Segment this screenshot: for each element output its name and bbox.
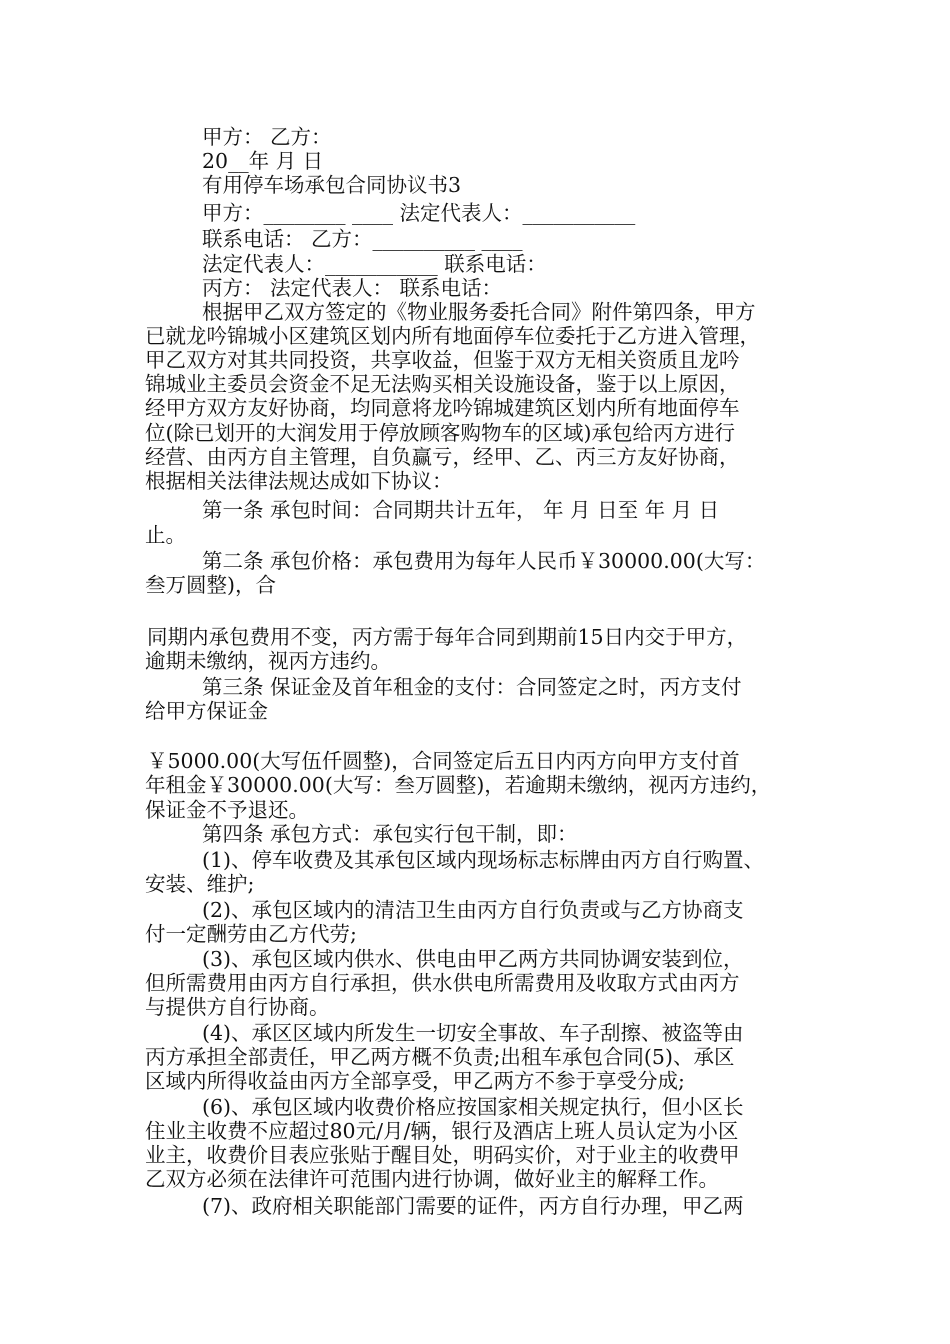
text-line: (1)、停车收费及其承包区域内现场标志标牌由丙方自行购置、 bbox=[202, 848, 765, 872]
text-line: (2)、承包区域内的清洁卫生由丙方自行负责或与乙方协商支 bbox=[202, 898, 744, 922]
text-line: 第四条 承包方式：承包实行包干制，即： bbox=[202, 822, 578, 846]
text-line: (3)、承包区域内供水、供电由甲乙两方共同协调安装到位， bbox=[202, 947, 744, 971]
text-line: 逾期未缴纳，视丙方违约。 bbox=[145, 649, 391, 673]
text-line: 付一定酬劳由乙方代劳; bbox=[145, 922, 357, 946]
text-line: 经营、由丙方自主管理，自负赢亏，经甲、乙、丙三方友好协商， bbox=[145, 445, 740, 469]
text-line: 经甲方双方友好协商，均同意将龙吟锦城建筑区划内所有地面停车 bbox=[145, 396, 740, 420]
text-line: 根据相关法律法规达成如下协议： bbox=[145, 469, 453, 493]
text-line: 法定代表人：___________ 联系电话： bbox=[202, 252, 547, 276]
text-line: 丙方承担全部责任，甲乙两方概不负责;出租车承包合同(5)、承区 bbox=[145, 1045, 735, 1069]
text-line: 20__年 月 日 bbox=[202, 149, 324, 173]
text-line: 同期内承包费用不变，丙方需于每年合同到期前15日内交于甲方， bbox=[147, 625, 748, 649]
text-line: 叁万圆整)，合 bbox=[145, 573, 276, 597]
text-line: 止。 bbox=[145, 523, 186, 547]
text-line: (7)、政府相关职能部门需要的证件，丙方自行办理，甲乙两 bbox=[202, 1194, 744, 1218]
text-line: 业主，收费价目表应张贴于醒目处，明码实价，对于业主的收费甲 bbox=[145, 1143, 740, 1167]
text-line: 根据甲乙双方签定的《物业服务委托合同》附件第四条，甲方 bbox=[202, 300, 756, 324]
text-line: 第三条 保证金及首年租金的支付：合同签定之时，丙方支付 bbox=[202, 675, 742, 699]
text-line: (6)、承包区域内收费价格应按国家相关规定执行，但小区长 bbox=[202, 1095, 744, 1119]
text-line: 但所需费用由丙方自行承担，供水供电所需费用及收取方式由丙方 bbox=[145, 971, 740, 995]
text-line: 锦城业主委员会资金不足无法购买相关设施设备，鉴于以上原因， bbox=[145, 372, 740, 396]
text-line: 位(除已划开的大润发用于停放顾客购物车的区域)承包给丙方进行 bbox=[145, 421, 735, 445]
text-line: 年租金￥30000.00(大写：叁万圆整)，若逾期未缴纳，视丙方违约， bbox=[145, 773, 772, 797]
text-line: 丙方： 法定代表人： 联系电话： bbox=[202, 276, 503, 300]
text-line: 保证金不予退还。 bbox=[145, 798, 309, 822]
text-line: 联系电话： 乙方：__________ ____ bbox=[202, 227, 523, 251]
text-line: 第二条 承包价格：承包费用为每年人民币￥30000.00(大写： bbox=[202, 549, 766, 573]
text-line: 住业主收费不应超过80元/月/辆，银行及酒店上班人员认定为小区 bbox=[145, 1119, 739, 1143]
text-line: 给甲方保证金 bbox=[145, 699, 268, 723]
text-line: 第一条 承包时间：合同期共计五年， 年 月 日至 年 月 日 bbox=[202, 498, 720, 522]
text-line: ￥5000.00(大写伍仟圆整)，合同签定后五日内丙方向甲方支付首 bbox=[147, 749, 740, 773]
text-line: 与提供方自行协商。 bbox=[145, 995, 330, 1019]
text-line: 已就龙吟锦城小区建筑区划内所有地面停车位委托于乙方进入管理， bbox=[145, 324, 760, 348]
text-line: (4)、承区区域内所发生一切安全事故、车子刮擦、被盗等由 bbox=[202, 1021, 744, 1045]
text-line: 有用停车场承包合同协议书3 bbox=[202, 173, 462, 197]
text-line: 甲方：________ ____ 法定代表人：___________ bbox=[202, 201, 636, 225]
text-line: 安装、维护; bbox=[145, 872, 255, 896]
text-line: 甲方： 乙方： bbox=[202, 125, 332, 149]
text-line: 甲乙双方对其共同投资，共享收益，但鉴于双方无相关资质且龙吟 bbox=[145, 348, 740, 372]
text-line: 乙双方必须在法律许可范围内进行协调，做好业主的解释工作。 bbox=[145, 1167, 719, 1191]
text-line: 区域内所得收益由丙方全部享受，甲乙两方不参于享受分成; bbox=[145, 1069, 685, 1093]
